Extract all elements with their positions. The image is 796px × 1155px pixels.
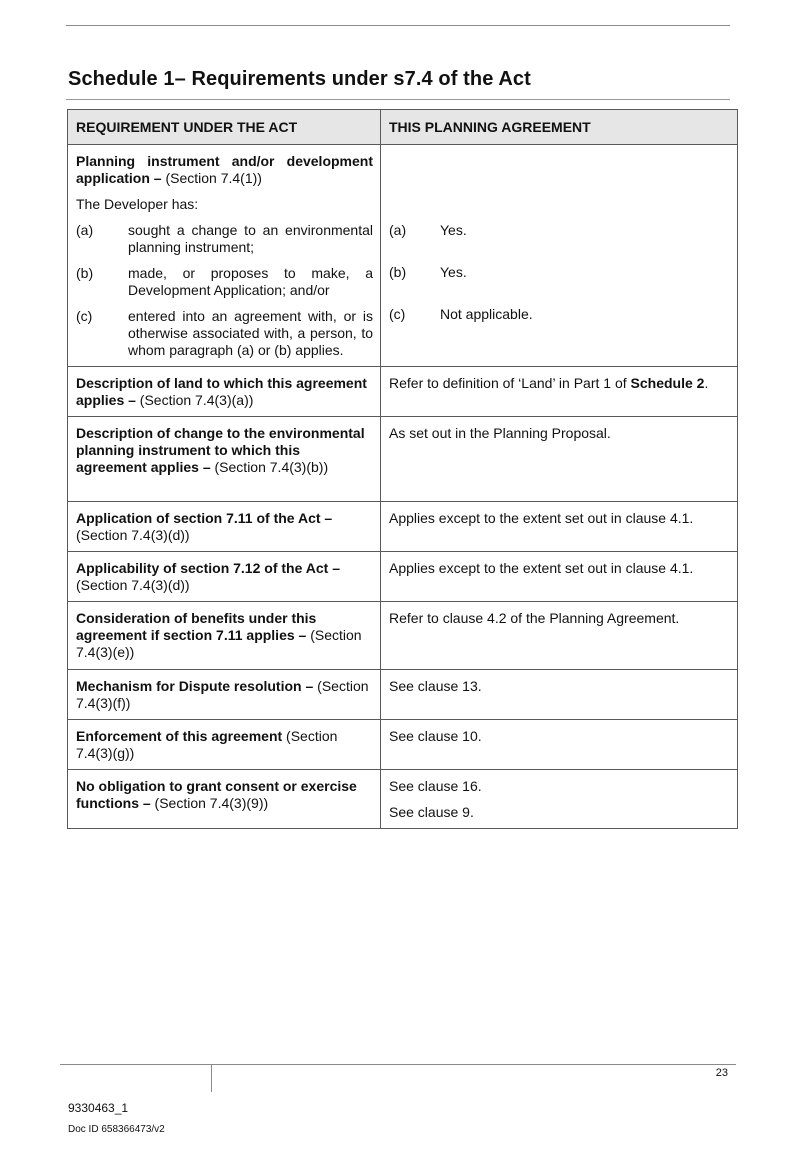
table-row bbox=[68, 502, 738, 552]
answer-item bbox=[389, 306, 730, 323]
table-row bbox=[68, 552, 738, 602]
agreement-cell: See clause 13. bbox=[381, 670, 738, 720]
answer-text: Not applicable. bbox=[440, 306, 533, 322]
requirement-cell bbox=[68, 770, 381, 829]
table-row bbox=[68, 720, 738, 770]
sub-item-text: made, or proposes to make, a Development Application; and/or bbox=[128, 265, 373, 298]
sub-item-text: entered into an agreement with, or is otherwise associated with, a person, to whom paragraph (a) or (b) applies. bbox=[128, 308, 373, 358]
requirement-title-bold: Applicability of section 7.12 of the Act – bbox=[76, 560, 340, 576]
sub-item bbox=[76, 265, 373, 299]
sub-item bbox=[76, 308, 373, 359]
agreement-cell bbox=[381, 770, 738, 829]
agreement-cell: Applies except to the extent set out in clause 4.1. bbox=[381, 502, 738, 552]
sub-item bbox=[76, 222, 373, 256]
answer-label: (c) bbox=[389, 306, 406, 322]
agreement-cell: As set out in the Planning Proposal. bbox=[381, 417, 738, 502]
requirement-title-bold: Mechanism for Dispute resolution – bbox=[76, 678, 314, 694]
answer-item bbox=[389, 222, 730, 239]
requirement-cell bbox=[68, 720, 381, 770]
table-row bbox=[68, 145, 738, 367]
table-row bbox=[68, 602, 738, 670]
answer-text: Yes. bbox=[440, 264, 467, 280]
sub-item-text: sought a change to an environmental planning instrument; bbox=[128, 222, 373, 255]
table-row bbox=[68, 670, 738, 720]
requirement-intro: The Developer has: bbox=[76, 196, 199, 212]
section-reference: (Section 7.4(3)(b)) bbox=[210, 459, 329, 475]
requirement-cell bbox=[68, 552, 381, 602]
answer-label: (a) bbox=[389, 222, 407, 238]
agreement-cell: Applies except to the extent set out in clause 4.1. bbox=[381, 552, 738, 602]
table-row bbox=[68, 770, 738, 829]
agreement-cell bbox=[381, 145, 738, 367]
requirement-title-bold: Consideration of benefits under this agreement if section 7.11 applies – bbox=[76, 610, 317, 643]
sub-item-label: (b) bbox=[76, 265, 94, 281]
answer-text: Refer to definition of ‘Land’ in Part 1 of bbox=[389, 375, 631, 391]
table-row bbox=[68, 367, 738, 417]
answer-text: Yes. bbox=[440, 222, 467, 238]
requirement-cell bbox=[68, 367, 381, 417]
agreement-cell: See clause 10. bbox=[381, 720, 738, 770]
requirement-title-bold: Enforcement of this agreement bbox=[76, 728, 283, 744]
column-header-agreement: THIS PLANNING AGREEMENT bbox=[381, 110, 738, 145]
requirement-cell bbox=[68, 417, 381, 502]
table-header-row bbox=[68, 110, 738, 145]
section-reference: (Section 7.4(3)(f)) bbox=[76, 678, 369, 711]
section-reference: (Section 7.4(3)(d)) bbox=[76, 527, 190, 543]
requirement-cell bbox=[68, 145, 381, 367]
requirement-title-bold: No obligation to grant consent or exercise functions – bbox=[76, 778, 357, 811]
schedule-reference: Schedule 2 bbox=[630, 375, 705, 391]
footer-divider bbox=[211, 1065, 212, 1092]
requirement-title-bold: Planning instrument and/or development application – bbox=[76, 153, 373, 186]
requirement-cell bbox=[68, 502, 381, 552]
section-reference: (Section 7.4(1)) bbox=[161, 170, 262, 186]
page-title: Schedule 1– Requirements under s7.4 of the Act bbox=[68, 68, 531, 90]
agreement-cell: Refer to clause 4.2 of the Planning Agreement. bbox=[381, 602, 738, 670]
requirement-cell bbox=[68, 602, 381, 670]
sub-item-label: (c) bbox=[76, 308, 93, 324]
section-reference: (Section 7.4(3)(9)) bbox=[150, 795, 269, 811]
answer-text-end: . bbox=[704, 375, 709, 391]
document-id: Doc ID 658366473/v2 bbox=[68, 1124, 165, 1135]
section-reference: (Section 7.4(3)(d)) bbox=[76, 577, 190, 593]
requirement-cell bbox=[68, 670, 381, 720]
section-reference: (Section 7.4(3)(g)) bbox=[76, 728, 338, 761]
answer-text: See clause 9. bbox=[389, 804, 474, 820]
sub-item-label: (a) bbox=[76, 222, 94, 238]
document-reference: 9330463_1 bbox=[68, 1101, 129, 1115]
answer-item bbox=[389, 264, 730, 281]
agreement-cell bbox=[381, 367, 738, 417]
title-underline bbox=[66, 99, 730, 100]
answer-text: See clause 16. bbox=[389, 778, 482, 794]
requirement-title-bold: Description of change to the environmental planning instrument to which this agreement applies – bbox=[76, 425, 365, 475]
column-header-requirement: REQUIREMENT UNDER THE ACT bbox=[68, 110, 381, 145]
answer-label: (b) bbox=[389, 264, 407, 280]
section-reference: (Section 7.4(3)(e)) bbox=[76, 627, 362, 660]
table-row bbox=[68, 417, 738, 502]
footer-rule bbox=[60, 1064, 736, 1065]
requirements-table bbox=[67, 109, 738, 829]
header-rule bbox=[66, 25, 730, 26]
requirement-title-bold: Application of section 7.11 of the Act – bbox=[76, 510, 333, 526]
section-reference: (Section 7.4(3)(a)) bbox=[135, 392, 254, 408]
requirement-title bbox=[76, 153, 373, 187]
page-number: 23 bbox=[715, 1067, 728, 1079]
requirement-title-bold: Description of land to which this agreement applies – bbox=[76, 375, 367, 408]
